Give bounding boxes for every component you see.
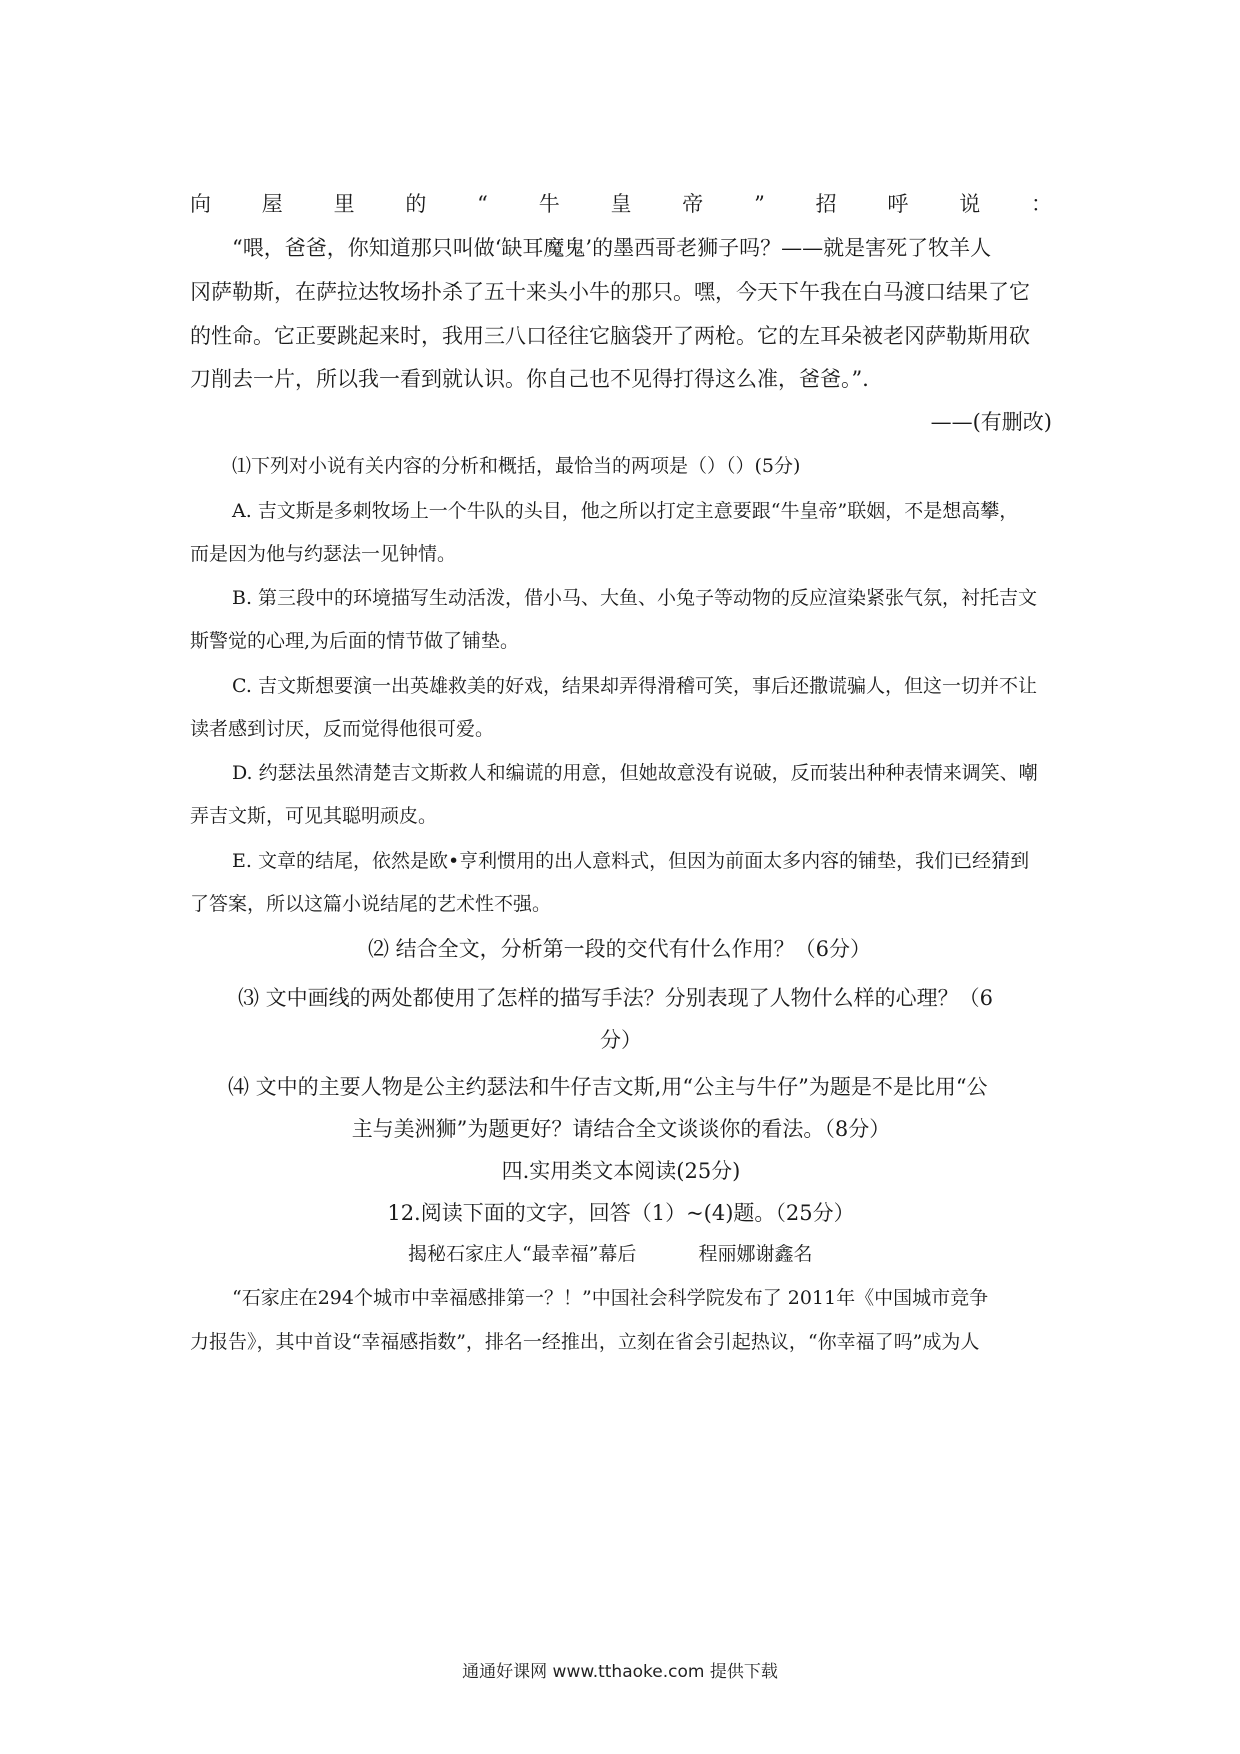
option-c-cont: 读者感到讨厌，反而觉得他很可爱。	[190, 718, 495, 740]
option-a-cont: 而是因为他与约瑟法一见钟情。	[190, 543, 457, 565]
passage-line: “喂，爸爸，你知道那只叫做‘缺耳魔鬼’的墨西哥老狮子吗？——就是害死了牧羊人	[232, 236, 992, 260]
article-body-line: 力报告》，其中首设“幸福感指数”，排名一经推出，立刻在省会引起热议，“你幸福了吗”成为人	[190, 1331, 980, 1353]
source-note: ——(有删改)	[930, 410, 1052, 434]
article-authors: 程丽娜谢鑫名	[698, 1243, 813, 1265]
passage-line: 刀削去一片，所以我一看到就认识。你自己也不见得打得这么准，爸爸。”．	[190, 367, 884, 391]
question-1: ⑴下列对小说有关内容的分析和概括，最恰当的两项是（）（）(5分)	[232, 455, 801, 477]
question-2: ⑵ 结合全文，分析第一段的交代有什么作用？（6分）	[368, 937, 872, 961]
question-4-cont: 主与美洲狮”为题更好？请结合全文谈谈你的看法。（8分）	[351, 1117, 891, 1141]
page-footer: 通通好课网 www.tthaoke.com 提供下载	[462, 1662, 778, 1682]
option-b: B. 第三段中的环境描写生动活泼，借小马、大鱼、小兔子等动物的反应渲染紧张气氛，衬托吉文	[232, 587, 1038, 609]
option-c: C. 吉文斯想要演一出英雄救美的好戏，结果却弄得滑稽可笑，事后还撒谎骗人，但这一切并不让	[232, 675, 1037, 697]
section-heading: 四.实用类文本阅读(25分)	[501, 1159, 741, 1183]
passage-line: 向屋里的“牛皇帝”招呼说：	[190, 192, 1052, 216]
passage-line: 冈萨勒斯，在萨拉达牧场扑杀了五十来头小牛的那只。嘿，今天下午我在白马渡口结果了它	[190, 280, 1030, 304]
option-e-cont: 了答案，所以这篇小说结尾的艺术性不强。	[190, 893, 552, 915]
option-d: D. 约瑟法虽然清楚吉文斯救人和编谎的用意，但她故意没有说破，反而装出种种表情来调笑、嘲	[232, 762, 1038, 784]
question-3-cont: 分）	[600, 1028, 642, 1052]
option-a: A. 吉文斯是多刺牧场上一个牛队的头目，他之所以打定主意要跟“牛皇帝”联姻，不是想高攀，	[232, 500, 1019, 522]
question-12: 12.阅读下面的文字，回答（1）~(4)题。（25分）	[387, 1201, 855, 1225]
article-body-line: “石家庄在294个城市中幸福感排第一？！”中国社会科学院发布了 2011年《中国城市竞争	[232, 1287, 989, 1309]
option-d-cont: 弄吉文斯，可见其聪明顽皮。	[190, 805, 438, 827]
question-3: ⑶ 文中画线的两处都使用了怎样的描写手法？分别表现了人物什么样的心理？（6	[238, 986, 994, 1010]
article-title-text: 揭秘石家庄人“最幸福”幕后	[408, 1243, 637, 1265]
option-b-cont: 斯警觉的心理,为后面的情节做了铺垫。	[190, 630, 520, 652]
article-title	[408, 1239, 868, 1269]
question-4: ⑷ 文中的主要人物是公主约瑟法和牛仔吉文斯,用“公主与牛仔”为题是不是比用“公	[228, 1075, 988, 1099]
option-e: E. 文章的结尾，依然是欧•亨利惯用的出人意料式，但因为前面太多内容的铺垫，我们已经猜到	[232, 850, 1030, 872]
passage-line: 的性命。它正要跳起来时，我用三八口径往它脑袋开了两枪。它的左耳朵被老冈萨勒斯用砍	[190, 324, 1030, 348]
